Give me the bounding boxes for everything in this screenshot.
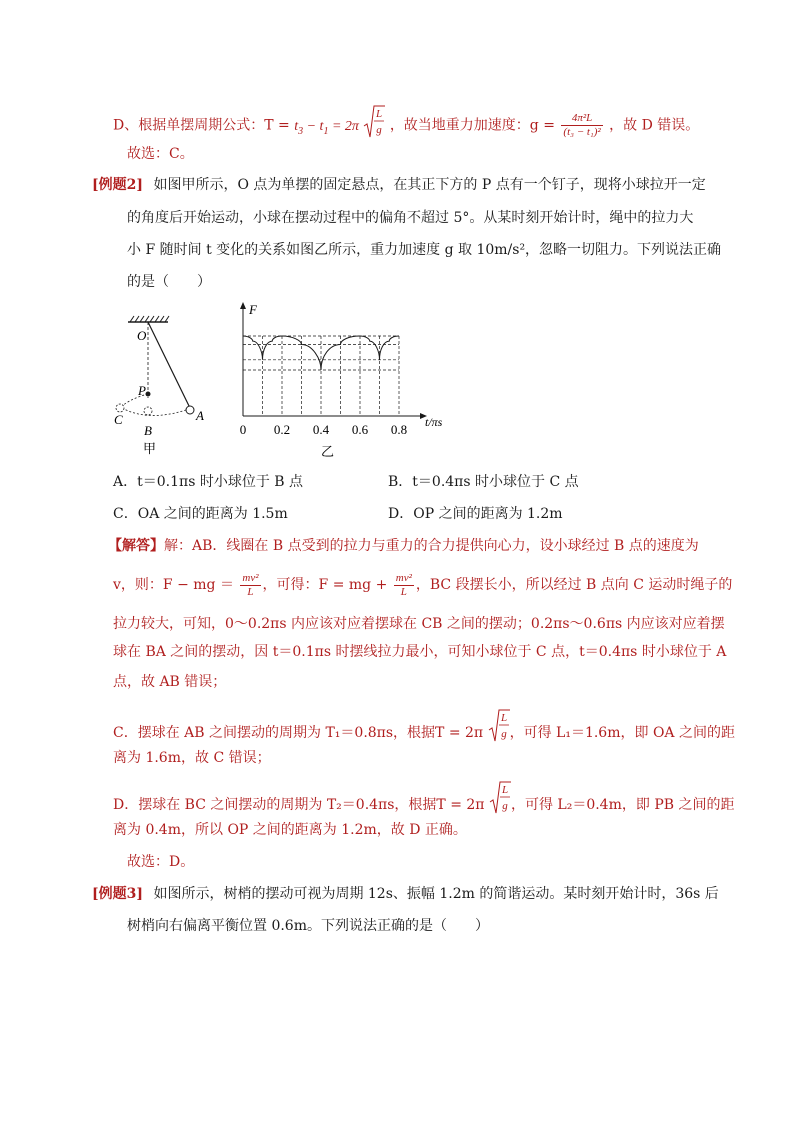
x-tick-label-1: 0.2 [273, 422, 291, 437]
force-time-chart [225, 298, 465, 460]
y-axis-arrow [240, 302, 246, 309]
x-tick-label-0: 0 [239, 422, 247, 437]
mv2-fraction-1: $\frac{\text{mv²}}{L}$ [242, 571, 259, 598]
example3-line1: [例题3] 如图所示，树梢的摆动可视为周期 12s、振幅 1.2m 的简谐运动。某时刻开始计时，36s 后 [92, 886, 719, 902]
answer-line5: 点，故 AB 错误； [113, 674, 227, 690]
option-a[interactable]: A．t＝0.1πs 时小球位于 B 点 [113, 474, 304, 490]
sqrt-l-over-g-c [488, 708, 510, 758]
answer-line1: 【解答】解：AB．线圈在 B 点受到的拉力与重力的合力提供向心力，设小球经过 B 点的速度为 [108, 538, 699, 554]
ball-b [144, 407, 152, 415]
pendulum-figure [110, 312, 220, 462]
y-axis-label: F [249, 302, 257, 317]
answer-d-line1: D．摆球在 BC 之间摆动的周期为 T₂＝0.4πs，根据T = 2π L g ，可得 L₂＝0.4m，即 PB 之间的距 [113, 780, 734, 830]
svg-text:L: L [376, 108, 383, 120]
label-c: C [114, 412, 123, 427]
svg-text:g: g [500, 728, 507, 740]
sqrt-l-over-g-d [489, 780, 511, 830]
g-fraction: $\frac{\text{4π²L}}{\text{(t₃ − t₁)²}}$ [563, 112, 601, 138]
example2-line2: 的角度后开始运动，小球在摆动过程中的偏角不超过 5°。从某时刻开始计时，绳中的拉力大 [127, 210, 694, 226]
example3-tag: [例题3] [92, 886, 143, 902]
label-o: O [137, 328, 147, 343]
svg-text:L: L [501, 784, 509, 796]
example2-tag: [例题2] [92, 177, 143, 193]
caption-jia: 甲 [143, 441, 157, 456]
label-a: A [196, 408, 204, 423]
answer-line4: 球在 BA 之间的摆动，因 t＝0.1πs 时摆线拉力最小，可知小球位于 C 点，t＝0.4πs 时小球位于 A [113, 644, 727, 660]
answer-d-line2: 离为 0.4m，所以 OP 之间的距离为 1.2m，故 D 正确。 [113, 822, 467, 838]
svg-text:L: L [500, 712, 507, 724]
answer-tag: 【解答】 [108, 538, 164, 554]
example2-line4: 的是（ ） [127, 274, 211, 290]
answer-line3: 拉力较大，可知，0～0.2πs 内应该对应着摆球在 CB 之间的摆动；0.2πs～0.6πs 内应该对应着摆 [113, 616, 725, 632]
label-p: P [138, 383, 146, 398]
chart-grid [243, 336, 399, 416]
label-b: B [144, 423, 152, 438]
svg-text:g: g [502, 800, 508, 812]
option-c[interactable]: C．OA 之间的距离为 1.5m [113, 506, 288, 522]
x-tick-labels [240, 422, 407, 437]
option-d[interactable]: D．OP 之间的距离为 1.2m [388, 506, 563, 522]
sqrt-l-over-g [363, 104, 385, 147]
example2-line1: [例题2] 如图甲所示，O 点为单摆的固定悬点，在其正下方的 P 点有一个钉子，现将小球拉开一定 [92, 177, 706, 193]
mv2-fraction-2: $\frac{\text{mv²}}{L}$ [395, 571, 412, 598]
string-oa [148, 322, 190, 408]
caption-yi: 乙 [321, 444, 335, 459]
x-axis-label: t/πs [425, 415, 443, 429]
answer-c-line2: 离为 1.6m，故 C 错误； [113, 750, 271, 766]
d-option-line: D、根据单摆周期公式：$T = t_3 - t_1 = 2\pi$ L g ，故当地重力加速度：g = $\frac{\text{4π²L}}{\text{(t₃ − t₁)²}}$ ，故 D 错误。 [113, 104, 699, 147]
ball-c [116, 404, 124, 412]
x-tick-label-3: 0.6 [351, 422, 369, 437]
x-tick-label-2: 0.4 [312, 422, 330, 437]
choice-d: 故选：D。 [127, 854, 195, 870]
example3-line2: 树梢向右偏离平衡位置 0.6m。下列说法正确的是（ ） [127, 918, 489, 934]
ball-a [186, 406, 194, 414]
answer-line2: v，则：F − mg ＝ $\frac{\text{mv²}}{L}$ ，可得：F = mg + $\frac{\text{mv²}}{L}$ ，BC 段摆长小，所以经过 B 点向 C 运动时绳子的 [113, 571, 733, 598]
x-tick-label-4: 0.8 [390, 422, 408, 437]
answer-c-line1: C．摆球在 AB 之间摆动的周期为 T₁＝0.8πs，根据T = 2π L g ，可得 L₁＝1.6m，即 OA 之间的距 [113, 708, 735, 758]
svg-text:g: g [376, 124, 383, 136]
example2-line3: 小 F 随时间 t 变化的关系如图乙所示，重力加速度 g 取 10m/s²，忽略一切阻力。下列说法正确 [127, 242, 722, 258]
option-b[interactable]: B．t＝0.4πs 时小球位于 C 点 [388, 474, 579, 490]
choice-c: 故选：C。 [127, 146, 194, 162]
